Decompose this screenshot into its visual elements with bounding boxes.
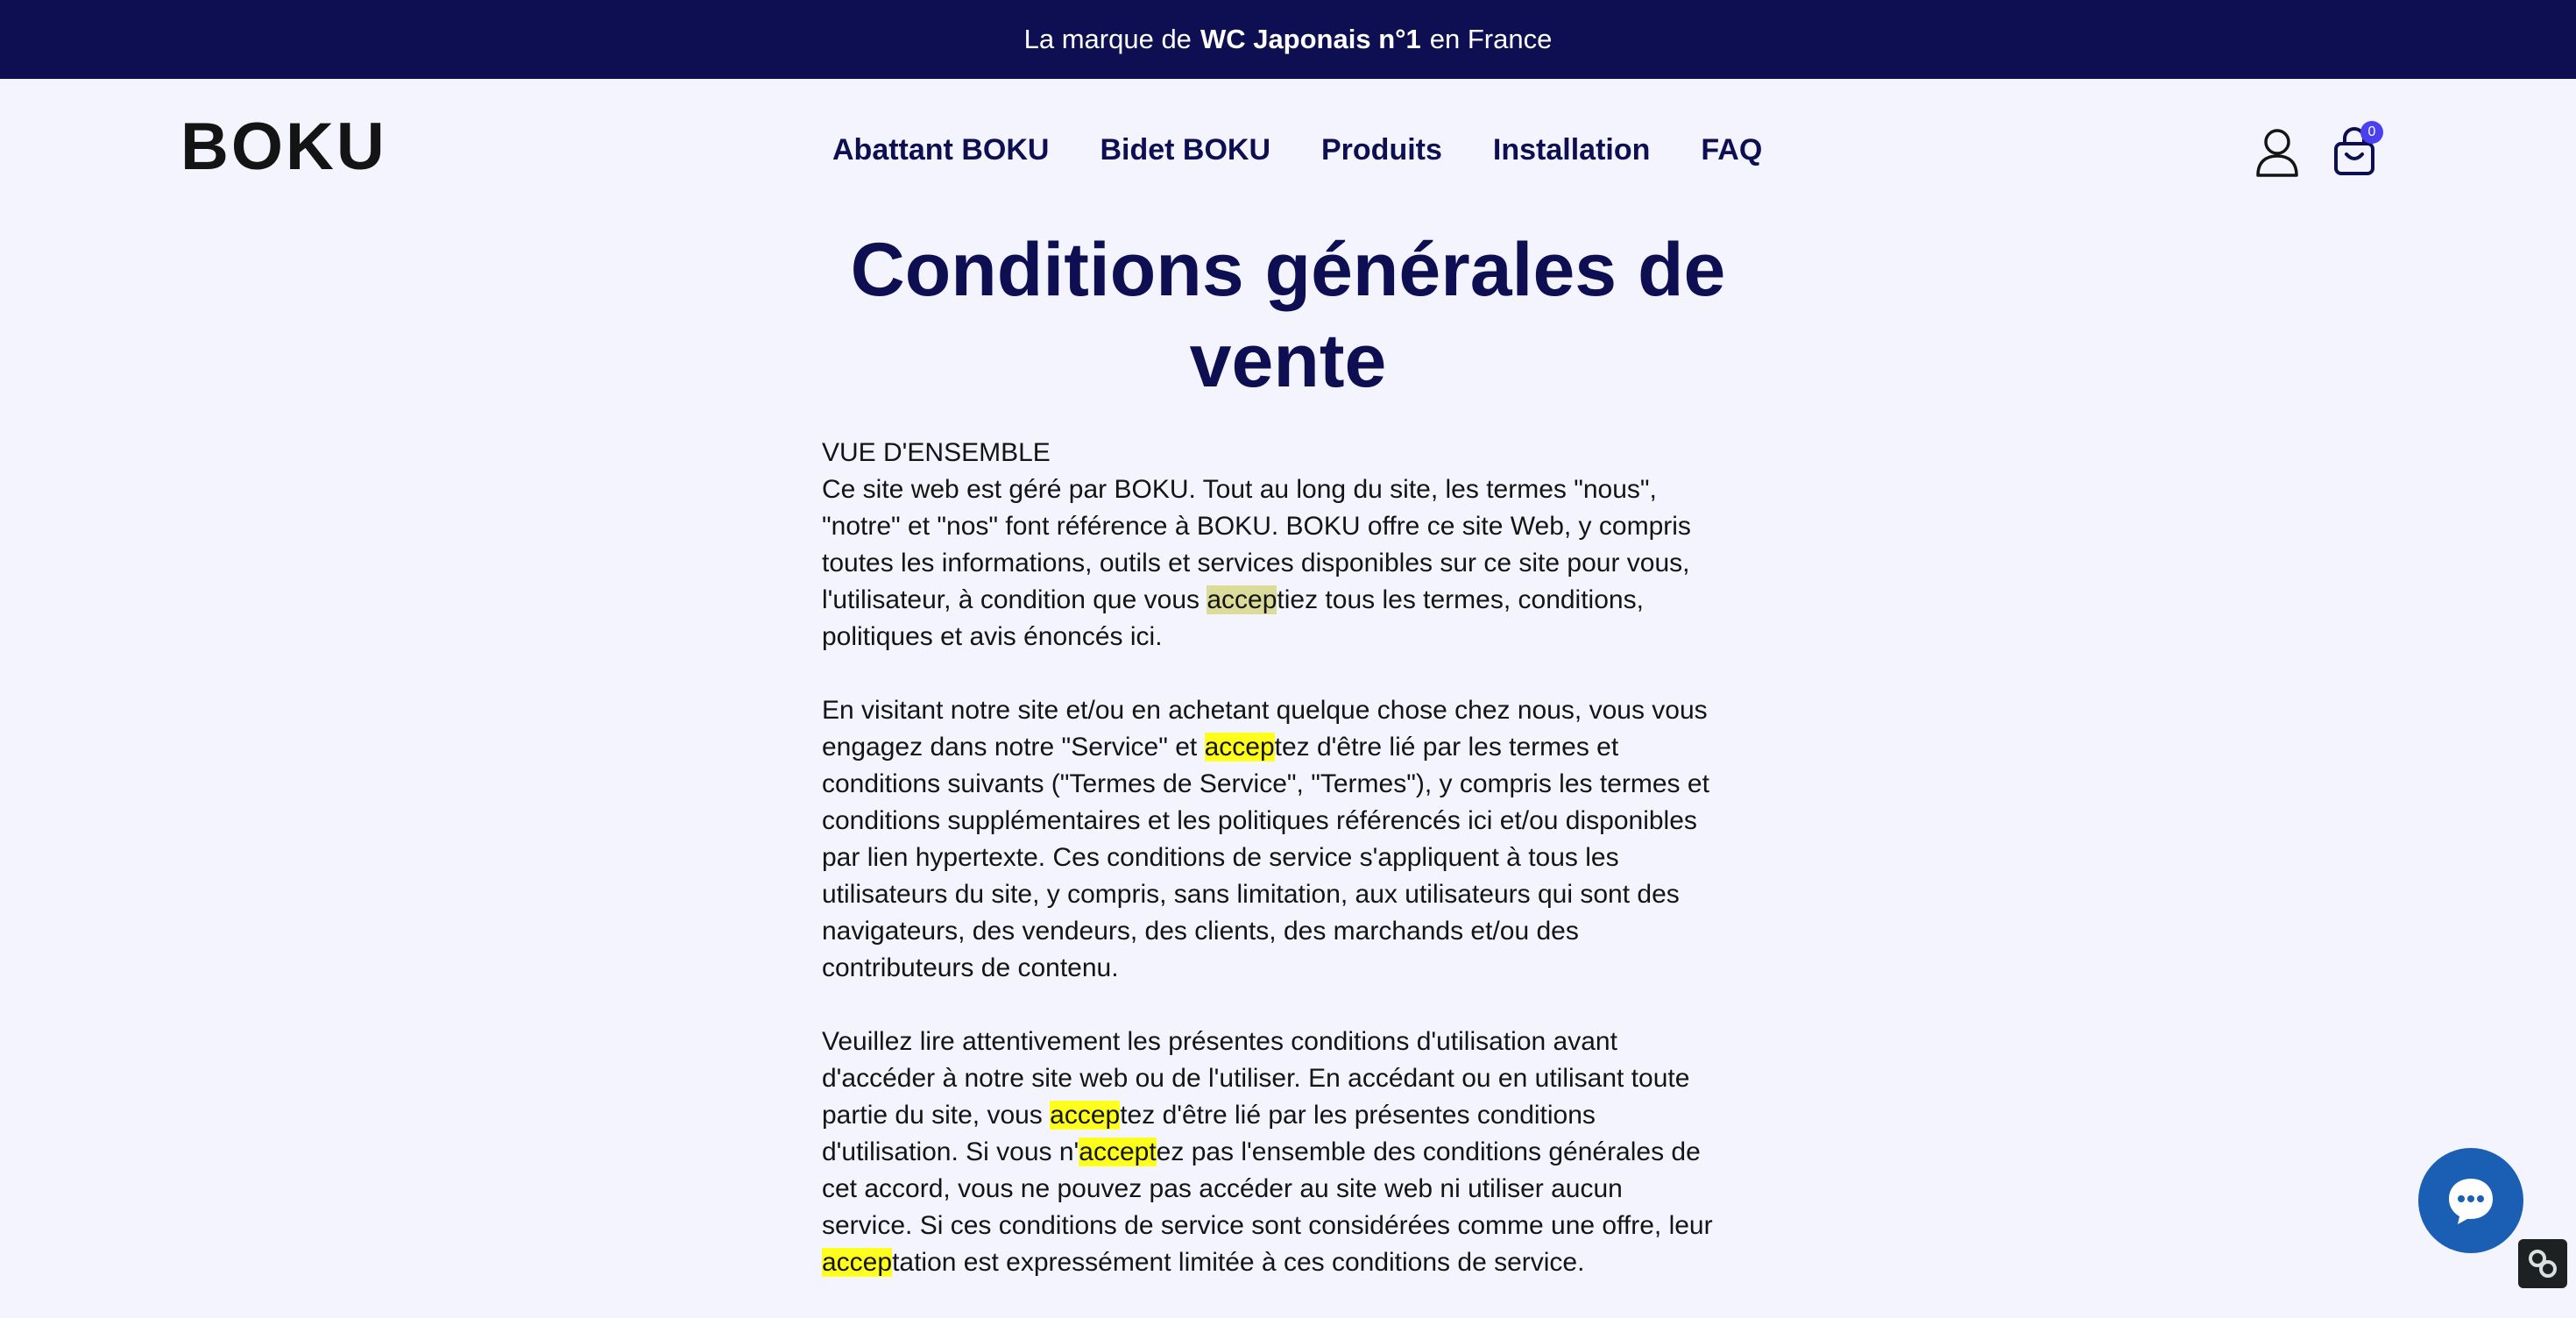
p3-line4-after: ez pas l'ensemble des conditions générales de	[1156, 1137, 1701, 1166]
main-nav	[832, 133, 1762, 167]
p3-line7-after: tation est expressément limitée à ces conditions de service.	[892, 1248, 1585, 1277]
p1-line: politiques et avis énoncés ici.	[822, 622, 1163, 651]
p2-line2-after: tez d'être lié par les termes et	[1274, 733, 1619, 762]
announcement-bar	[0, 0, 2576, 79]
search-highlight: accep	[1204, 733, 1275, 762]
p1-line: "notre" et "nos" font référence à BOKU. BOKU offre ce site Web, y compris	[822, 512, 1691, 541]
p2-line2-before: engagez dans notre "Service" et	[822, 733, 1205, 762]
page-title-line2: vente	[1189, 319, 1387, 403]
nav-produits[interactable]: Produits	[1321, 133, 1442, 167]
p3-line: cet accord, vous ne pouvez pas accéder au site web ni utiliser aucun	[822, 1174, 1623, 1203]
p2-line: contributeurs de contenu.	[822, 953, 1119, 982]
boku-logo[interactable]: BOKU	[180, 110, 387, 184]
nav-installation[interactable]: Installation	[1492, 133, 1651, 167]
cart-button[interactable]	[2327, 124, 2381, 179]
announcement-brand: WC Japonais n°1	[1200, 24, 1421, 54]
nav-abattant-boku[interactable]: Abattant BOKU	[832, 133, 1050, 167]
chat-button[interactable]	[2418, 1148, 2523, 1253]
p2-line: utilisateurs du site, y compris, sans limitation, aux utilisateurs qui sont des	[822, 880, 1680, 909]
cart-count-badge: 0	[2360, 121, 2383, 144]
terms-content	[822, 435, 1768, 1318]
p2-line: par lien hypertexte. Ces conditions de service s'appliquent à tous les	[822, 843, 1619, 872]
page-title	[789, 224, 1787, 407]
site-header	[0, 79, 2576, 228]
nav-faq[interactable]: FAQ	[1701, 133, 1763, 167]
p1-line: Ce site web est géré par BOKU. Tout au long du site, les termes "nous",	[822, 475, 1657, 504]
account-button[interactable]	[2250, 124, 2304, 179]
p1-line4-after: tiez tous les termes, conditions,	[1277, 585, 1644, 614]
paragraph-reading	[822, 1024, 1768, 1281]
search-highlight: accep	[822, 1248, 893, 1277]
p2-line: conditions supplémentaires et les politiques référencés ici et/ou disponibles	[822, 806, 1697, 835]
chat-bubble-icon	[2444, 1173, 2498, 1228]
paragraph-overview	[822, 471, 1768, 655]
link-icon	[2525, 1246, 2560, 1281]
p2-line: conditions suivants ("Termes de Service", "Termes"), y compris les termes et	[822, 769, 1709, 798]
announcement-text-after: en France	[1429, 24, 1553, 54]
page-title-line1: Conditions générales de	[850, 228, 1726, 312]
p3-line: d'accéder à notre site web ou de l'utiliser. En accédant ou en utilisant toute	[822, 1064, 1690, 1093]
p3-line: service. Si ces conditions de service sont considérées comme une offre, leur	[822, 1211, 1713, 1240]
corner-widget[interactable]	[2518, 1239, 2567, 1288]
paragraph-service	[822, 692, 1768, 987]
search-highlight-current: accep	[1207, 585, 1277, 614]
p2-line: En visitant notre site et/ou en achetant quelque chose chez nous, vous vous	[822, 696, 1708, 725]
p1-line: toutes les informations, outils et services disponibles sur ce site pour vous,	[822, 549, 1690, 578]
nav-bidet-boku[interactable]: Bidet BOKU	[1100, 133, 1270, 167]
p3-line4-before: d'utilisation. Si vous n'	[822, 1137, 1079, 1166]
p3-line3-before: partie du site, vous	[822, 1101, 1051, 1130]
search-highlight: accep	[1050, 1101, 1121, 1130]
p3-line3-after: tez d'être lié par les présentes conditions	[1120, 1101, 1596, 1130]
announcement-text-before: La marque de	[1023, 24, 1192, 54]
p2-line: navigateurs, des vendeurs, des clients, des marchands et/ou des	[822, 917, 1579, 946]
search-highlight: accept	[1079, 1137, 1157, 1166]
p1-line4-before: l'utilisateur, à condition que vous	[822, 585, 1207, 614]
section-heading: VUE D'ENSEMBLE	[822, 438, 1051, 467]
user-icon	[2250, 124, 2304, 179]
p3-line: Veuillez lire attentivement les présentes conditions d'utilisation avant	[822, 1027, 1617, 1056]
